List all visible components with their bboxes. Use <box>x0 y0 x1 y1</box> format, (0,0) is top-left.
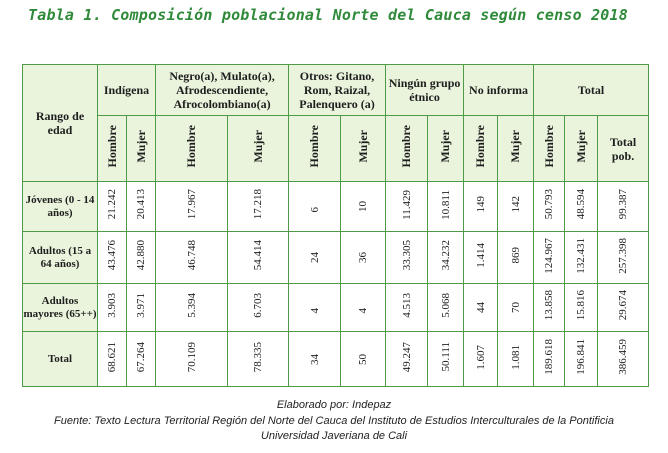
cell-value: 24 <box>308 252 321 263</box>
cell-value: 869 <box>509 247 522 264</box>
table-cell <box>534 332 565 387</box>
cell-value: 4.513 <box>400 293 413 318</box>
cell-value: 36 <box>357 252 370 263</box>
row-label-cell <box>23 284 98 332</box>
table-row <box>23 232 649 284</box>
cell-value: 17.218 <box>252 189 265 220</box>
group-label: Indígena <box>103 83 150 97</box>
cell-value: 42.880 <box>135 240 147 271</box>
table-cell <box>98 284 127 332</box>
group-label: Ningún grupo étnico <box>388 76 461 104</box>
table-cell <box>127 284 156 332</box>
table-cell <box>341 182 386 232</box>
cell-value: 5.394 <box>185 293 198 318</box>
table-cell <box>98 232 127 284</box>
table-cell <box>565 332 598 387</box>
table-row <box>23 284 649 332</box>
cell-value: 50 <box>357 353 370 365</box>
sub-header-male: Hombre <box>541 125 556 168</box>
cell-value: 124.967 <box>543 237 556 274</box>
sub-header-male: Hombre <box>184 125 199 168</box>
table-cell <box>464 284 498 332</box>
row-label: Jóvenes (0 - 14 años) <box>25 193 95 219</box>
sub-header-female: Mujer <box>508 130 523 163</box>
table-cell <box>464 232 498 284</box>
table-cell <box>428 182 464 232</box>
table-cell <box>498 232 534 284</box>
group-header <box>289 65 386 116</box>
table-cell <box>386 182 428 232</box>
cell-value: 3.903 <box>106 293 118 318</box>
table-cell <box>127 332 156 387</box>
table-cell <box>289 284 341 332</box>
group-label: Negro(a), Mulato(a), Afrodescendiente, Afrocolombiano(a) <box>169 69 275 111</box>
row-header-label: Rango de edad <box>35 109 85 137</box>
table-cell <box>534 182 565 232</box>
table-cell <box>127 232 156 284</box>
cell-value: 29.674 <box>617 290 630 321</box>
table-cell <box>534 284 565 332</box>
table-cell <box>565 284 598 332</box>
table-cell <box>428 232 464 284</box>
table-cell <box>156 332 228 387</box>
table-cell <box>386 284 428 332</box>
table-row <box>23 182 649 232</box>
row-label-cell <box>23 332 98 387</box>
sub-header-female: Mujer <box>438 130 453 163</box>
cell-value: 68.621 <box>106 341 118 373</box>
sub-header-female: Mujer <box>573 130 588 163</box>
table-body <box>23 182 649 387</box>
table-cell <box>127 182 156 232</box>
cell-value: 48.594 <box>575 189 588 220</box>
cell-value: 34.232 <box>439 240 452 271</box>
table-cell <box>289 332 341 387</box>
table-cell <box>156 284 228 332</box>
row-label: Adultos mayores (65++) <box>23 294 97 320</box>
table-cell <box>386 232 428 284</box>
group-header <box>386 65 464 116</box>
row-label: Total <box>47 352 73 365</box>
row-label: Adultos (15 a 64 años) <box>28 244 92 270</box>
table-cell <box>98 332 127 387</box>
group-label: Total <box>577 83 605 97</box>
table-cell <box>428 284 464 332</box>
cell-value: 44 <box>474 302 487 313</box>
table-cell <box>289 182 341 232</box>
cell-value: 33.305 <box>400 240 413 271</box>
table-cell <box>598 232 649 284</box>
table-cell <box>228 332 289 387</box>
table-cell <box>289 232 341 284</box>
row-label-cell <box>23 232 98 284</box>
cell-value: 196.841 <box>575 339 588 375</box>
cell-value: 1.607 <box>474 344 487 370</box>
census-table <box>22 64 649 387</box>
group-label: Otros: Gitano, Rom, Raizal, Palenquero (a) <box>299 69 375 111</box>
source-line-1: Fuente: Texto Lectura Territorial Región del Norte del Cauca del Instituto de Estudios Interculturales de la Pontificia <box>54 415 614 427</box>
cell-value: 49.247 <box>400 341 413 373</box>
table-cell <box>156 182 228 232</box>
group-header <box>534 65 649 116</box>
group-header <box>156 65 289 116</box>
cell-value: 17.967 <box>185 189 198 220</box>
cell-value: 15.816 <box>575 290 588 321</box>
cell-value: 5.068 <box>439 293 452 318</box>
cell-value: 149 <box>474 196 487 213</box>
table-cell <box>386 332 428 387</box>
table-title: Tabla 1. Composición poblacional Norte del Cauca según censo 2018 <box>28 6 628 24</box>
table-cell <box>598 284 649 332</box>
table-cell <box>598 182 649 232</box>
cell-value: 99.387 <box>617 189 630 220</box>
table-cell <box>428 332 464 387</box>
table-cell <box>498 284 534 332</box>
table-cell <box>228 182 289 232</box>
source-line-2: Universidad Javeriana de Cali <box>260 430 408 442</box>
sub-header-male: Hombre <box>104 125 119 168</box>
cell-value: 6 <box>308 206 321 212</box>
cell-value: 386.459 <box>617 339 630 375</box>
cell-value: 70 <box>509 302 522 313</box>
cell-value: 70.109 <box>185 341 198 373</box>
header-row-groups <box>23 65 649 116</box>
row-header-cell <box>23 65 98 182</box>
sub-header-male: Hombre <box>307 125 322 168</box>
cell-value: 46.748 <box>185 240 198 271</box>
table-cell <box>534 232 565 284</box>
cell-value: 1.081 <box>509 344 522 370</box>
cell-value: 6.703 <box>252 293 265 318</box>
sub-header-male: Hombre <box>399 125 414 168</box>
table-cell <box>498 332 534 387</box>
table-cell <box>156 232 228 284</box>
table-cell <box>228 232 289 284</box>
group-label: No informa <box>469 83 529 97</box>
row-label-cell <box>23 182 98 232</box>
cell-value: 1.414 <box>474 243 487 268</box>
group-header <box>98 65 156 116</box>
sub-header-female: Mujer <box>250 130 265 163</box>
cell-value: 4 <box>357 307 370 313</box>
table-cell <box>464 332 498 387</box>
table-cell <box>598 332 649 387</box>
table-cell <box>565 232 598 284</box>
sub-header-female: Mujer <box>355 130 370 163</box>
cell-value: 20.413 <box>135 189 147 220</box>
cell-value: 21.242 <box>106 189 118 220</box>
cell-value: 132.431 <box>575 237 588 274</box>
cell-value: 4 <box>308 307 321 313</box>
table-cell <box>98 182 127 232</box>
cell-value: 78.335 <box>252 341 265 373</box>
sub-header-male: Hombre <box>473 125 488 168</box>
table-cell <box>498 182 534 232</box>
cell-value: 50.111 <box>439 342 452 372</box>
table-cell <box>565 182 598 232</box>
table-cell <box>341 232 386 284</box>
sub-header-female: Mujer <box>133 130 148 163</box>
cell-value: 50.793 <box>543 189 556 220</box>
cell-value: 13.858 <box>543 290 556 321</box>
cell-value: 54.414 <box>252 240 265 271</box>
cell-value: 257.398 <box>617 237 630 274</box>
table-cell <box>228 284 289 332</box>
cell-value: 189.618 <box>543 339 556 375</box>
cell-value: 43.476 <box>106 240 118 271</box>
table-cell <box>341 332 386 387</box>
table-cell <box>341 284 386 332</box>
table-cell <box>464 182 498 232</box>
cell-value: 10.811 <box>439 189 452 220</box>
table-row <box>23 332 649 387</box>
cell-value: 10 <box>357 201 370 212</box>
cell-value: 3.971 <box>135 293 147 318</box>
cell-value: 11.429 <box>400 189 413 220</box>
credit-line: Elaborado por: Indepaz <box>276 399 392 411</box>
sub-header-total: Total pob. <box>609 134 637 163</box>
cell-value: 142 <box>509 196 522 213</box>
cell-value: 67.264 <box>135 341 147 373</box>
group-header <box>464 65 534 116</box>
header-row-sex <box>23 116 649 182</box>
cell-value: 34 <box>308 353 321 365</box>
